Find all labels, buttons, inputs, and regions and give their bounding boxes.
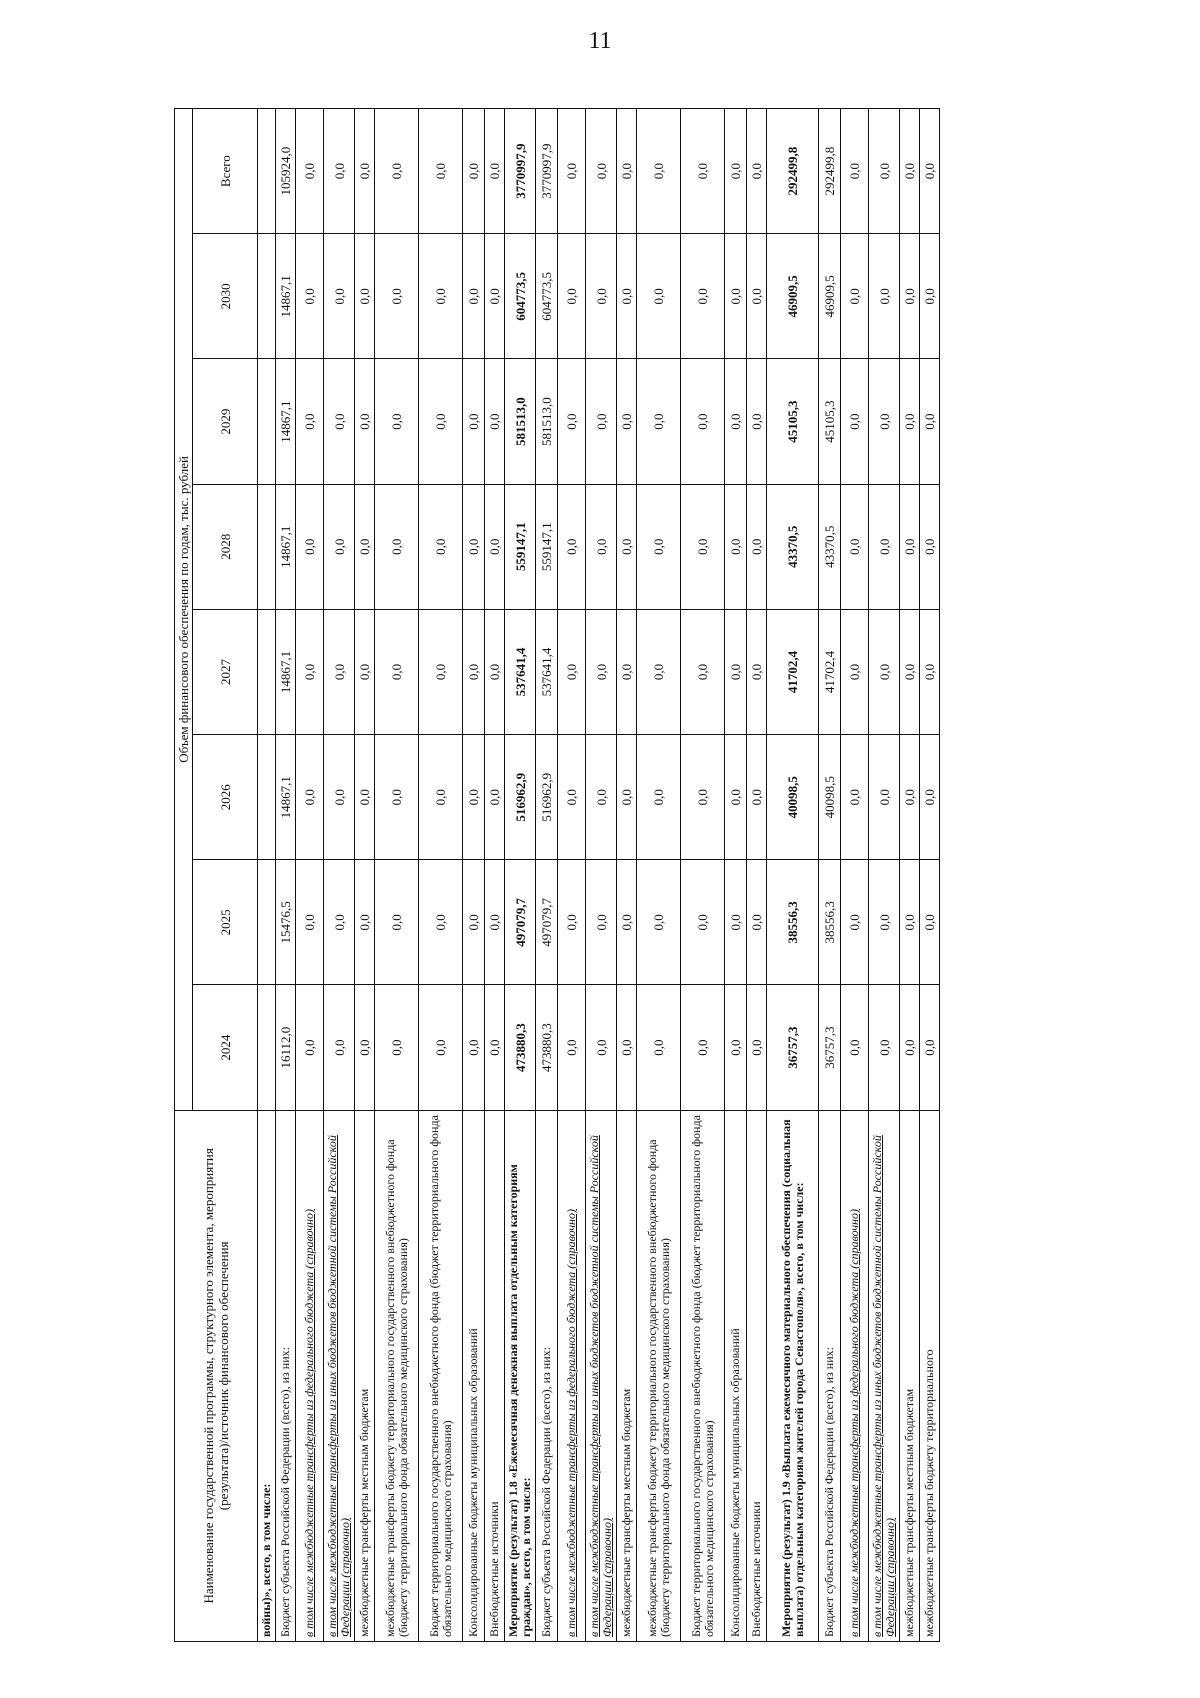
- row-value-cell: 0,0: [586, 985, 617, 1110]
- page-number: 11: [588, 28, 612, 54]
- row-value-cell: 0,0: [725, 234, 747, 359]
- row-value-cell: 0,0: [637, 985, 681, 1110]
- row-name-cell: Бюджет субъекта Российской Федерации (всего), из них:: [276, 1110, 296, 1641]
- row-total-cell: 0,0: [586, 109, 617, 234]
- row-value-cell: [258, 234, 276, 359]
- row-value-cell: 0,0: [841, 359, 869, 484]
- row-value-cell: 604773,5: [536, 234, 558, 359]
- row-value-cell: 0,0: [586, 359, 617, 484]
- row-total-cell: 0,0: [900, 109, 920, 234]
- row-value-cell: 0,0: [725, 985, 747, 1110]
- row-value-cell: 473880,3: [536, 985, 558, 1110]
- row-name-cell: Консолидированные бюджеты муниципальных образований: [463, 1110, 485, 1641]
- row-value-cell: [258, 484, 276, 609]
- row-value-cell: 0,0: [747, 860, 767, 985]
- header-year: 2027: [193, 609, 258, 734]
- row-value-cell: 0,0: [324, 234, 355, 359]
- row-total-cell: 0,0: [637, 109, 681, 234]
- row-name-cell: Внебюджетные источники: [485, 1110, 505, 1641]
- row-value-cell: 0,0: [558, 735, 586, 860]
- row-value-cell: 0,0: [900, 609, 920, 734]
- table-row: [296, 109, 324, 1642]
- row-value-cell: 0,0: [463, 860, 485, 985]
- row-value-cell: 0,0: [637, 735, 681, 860]
- row-total-cell: 3770997,9: [536, 109, 558, 234]
- table-row: [375, 109, 419, 1642]
- row-value-cell: [258, 735, 276, 860]
- row-value-cell: 473880,3: [505, 985, 536, 1110]
- row-value-cell: 0,0: [324, 735, 355, 860]
- row-value-cell: 0,0: [617, 735, 637, 860]
- row-value-cell: 0,0: [419, 609, 463, 734]
- row-value-cell: 38556,3: [767, 860, 819, 985]
- row-value-cell: 0,0: [296, 234, 324, 359]
- header-year: 2024: [193, 985, 258, 1110]
- row-value-cell: 0,0: [419, 985, 463, 1110]
- row-total-cell: 0,0: [617, 109, 637, 234]
- row-value-cell: 0,0: [747, 359, 767, 484]
- row-value-cell: 0,0: [869, 860, 900, 985]
- row-name-cell: межбюджетные трансферты бюджету территориального: [920, 1110, 940, 1641]
- row-total-cell: 292499,8: [767, 109, 819, 234]
- row-value-cell: 0,0: [725, 609, 747, 734]
- table-row: [258, 109, 276, 1642]
- row-value-cell: 0,0: [296, 609, 324, 734]
- row-value-cell: 0,0: [296, 860, 324, 985]
- row-value-cell: 0,0: [558, 609, 586, 734]
- row-value-cell: 0,0: [355, 609, 375, 734]
- row-value-cell: 516962,9: [536, 735, 558, 860]
- table-row: [681, 109, 725, 1642]
- row-value-cell: 0,0: [841, 484, 869, 609]
- row-value-cell: 0,0: [485, 735, 505, 860]
- header-row-group: [175, 109, 193, 1642]
- row-value-cell: 0,0: [586, 609, 617, 734]
- row-value-cell: 0,0: [920, 609, 940, 734]
- header-year: 2029: [193, 359, 258, 484]
- row-total-cell: 0,0: [558, 109, 586, 234]
- row-value-cell: 14867,1: [276, 234, 296, 359]
- row-value-cell: 0,0: [355, 359, 375, 484]
- row-value-cell: 0,0: [841, 609, 869, 734]
- row-value-cell: 41702,4: [819, 609, 841, 734]
- table-row: [747, 109, 767, 1642]
- row-value-cell: 14867,1: [276, 735, 296, 860]
- row-value-cell: 0,0: [725, 484, 747, 609]
- row-value-cell: 0,0: [586, 860, 617, 985]
- row-total-cell: 0,0: [485, 109, 505, 234]
- row-total-cell: 0,0: [747, 109, 767, 234]
- row-value-cell: [258, 359, 276, 484]
- row-value-cell: 0,0: [419, 234, 463, 359]
- row-name-cell: Внебюджетные источники: [747, 1110, 767, 1641]
- row-value-cell: 0,0: [617, 359, 637, 484]
- table-row: [505, 109, 536, 1642]
- header-financing-group: Объем финансового обеспечения по годам, тыс. рублей: [175, 109, 193, 1111]
- financing-table: [174, 108, 940, 1642]
- row-name-cell: Бюджет территориального государственного внебюджетного фонда (бюджет территориального фонда обязательного медицинского страхования): [681, 1110, 725, 1641]
- table-row: [463, 109, 485, 1642]
- row-value-cell: 16112,0: [276, 985, 296, 1110]
- row-value-cell: 0,0: [681, 735, 725, 860]
- row-value-cell: 0,0: [681, 985, 725, 1110]
- row-value-cell: 0,0: [869, 234, 900, 359]
- row-value-cell: 43370,5: [819, 484, 841, 609]
- row-total-cell: 0,0: [463, 109, 485, 234]
- row-value-cell: 0,0: [681, 359, 725, 484]
- table-row: [536, 109, 558, 1642]
- row-total-cell: 0,0: [920, 109, 940, 234]
- row-value-cell: 0,0: [463, 609, 485, 734]
- row-value-cell: 0,0: [463, 484, 485, 609]
- row-value-cell: 0,0: [324, 484, 355, 609]
- row-value-cell: 0,0: [375, 234, 419, 359]
- row-value-cell: 0,0: [681, 860, 725, 985]
- row-value-cell: 0,0: [617, 234, 637, 359]
- row-value-cell: 0,0: [375, 484, 419, 609]
- table-row: [900, 109, 920, 1642]
- row-value-cell: 0,0: [920, 735, 940, 860]
- table-row: [324, 109, 355, 1642]
- row-name-cell: Бюджет территориального государственного внебюджетного фонда (бюджет территориального фонда обязательного медицинского страхования): [419, 1110, 463, 1641]
- row-value-cell: 36757,3: [767, 985, 819, 1110]
- row-name-cell: в том числе межбюджетные трансферты из федерального бюджета (справочно): [841, 1110, 869, 1641]
- row-name-cell: Мероприятие (результат) 1.8 «Ежемесячная денежная выплата отдельным категориям граждан», всего, в том числе:: [505, 1110, 536, 1641]
- row-value-cell: 0,0: [558, 985, 586, 1110]
- row-value-cell: 0,0: [920, 359, 940, 484]
- row-name-cell: в том числе межбюджетные трансферты из федерального бюджета (справочно): [558, 1110, 586, 1641]
- row-value-cell: 0,0: [900, 234, 920, 359]
- row-value-cell: 0,0: [725, 860, 747, 985]
- row-value-cell: 0,0: [485, 359, 505, 484]
- row-value-cell: 0,0: [419, 735, 463, 860]
- row-value-cell: 0,0: [355, 484, 375, 609]
- row-total-cell: 0,0: [419, 109, 463, 234]
- row-name-cell: Бюджет субъекта Российской Федерации (всего), из них:: [819, 1110, 841, 1641]
- row-value-cell: 40098,5: [767, 735, 819, 860]
- row-value-cell: 0,0: [841, 985, 869, 1110]
- header-year: 2030: [193, 234, 258, 359]
- row-value-cell: 0,0: [375, 735, 419, 860]
- row-value-cell: 0,0: [586, 735, 617, 860]
- table-body: [258, 109, 940, 1642]
- table-row: [767, 109, 819, 1642]
- row-value-cell: 0,0: [485, 234, 505, 359]
- row-value-cell: 0,0: [463, 234, 485, 359]
- table-row: [637, 109, 681, 1642]
- row-value-cell: 45105,3: [819, 359, 841, 484]
- row-value-cell: 0,0: [617, 484, 637, 609]
- header-year: 2025: [193, 860, 258, 985]
- table-row: [617, 109, 637, 1642]
- row-value-cell: 46909,5: [767, 234, 819, 359]
- row-total-cell: 0,0: [681, 109, 725, 234]
- row-value-cell: 0,0: [617, 609, 637, 734]
- table-row: [841, 109, 869, 1642]
- row-value-cell: 0,0: [920, 234, 940, 359]
- row-value-cell: 0,0: [375, 359, 419, 484]
- row-value-cell: 0,0: [747, 484, 767, 609]
- row-value-cell: 0,0: [617, 985, 637, 1110]
- row-value-cell: 559147,1: [536, 484, 558, 609]
- row-value-cell: 0,0: [841, 735, 869, 860]
- row-value-cell: 0,0: [869, 484, 900, 609]
- row-value-cell: 0,0: [900, 735, 920, 860]
- row-value-cell: 0,0: [725, 735, 747, 860]
- row-value-cell: 0,0: [485, 985, 505, 1110]
- row-value-cell: 0,0: [920, 860, 940, 985]
- row-value-cell: 0,0: [419, 484, 463, 609]
- row-value-cell: 0,0: [355, 860, 375, 985]
- row-value-cell: 559147,1: [505, 484, 536, 609]
- table-row: [819, 109, 841, 1642]
- row-value-cell: 0,0: [869, 359, 900, 484]
- row-value-cell: 0,0: [463, 985, 485, 1110]
- row-name-cell: в том числе межбюджетные трансферты из федерального бюджета (справочно): [296, 1110, 324, 1641]
- row-value-cell: 497079,7: [505, 860, 536, 985]
- table-row: [869, 109, 900, 1642]
- row-value-cell: 581513,0: [505, 359, 536, 484]
- row-value-cell: 0,0: [419, 860, 463, 985]
- row-total-cell: [258, 109, 276, 234]
- row-name-cell: войны)», всего, в том числе:: [258, 1110, 276, 1641]
- row-value-cell: 0,0: [419, 359, 463, 484]
- row-value-cell: 0,0: [637, 359, 681, 484]
- row-value-cell: 0,0: [869, 735, 900, 860]
- rotated-table-container: [174, 108, 1178, 1642]
- row-total-cell: 0,0: [355, 109, 375, 234]
- row-name-cell: в том числе межбюджетные трансферты из иных бюджетов бюджетной системы Российской Федерации (справочно): [324, 1110, 355, 1641]
- table-row: [485, 109, 505, 1642]
- row-name-cell: в том числе межбюджетные трансферты из иных бюджетов бюджетной системы Российской Федерации (справочно): [586, 1110, 617, 1641]
- row-value-cell: 0,0: [637, 484, 681, 609]
- row-total-cell: 105924,0: [276, 109, 296, 234]
- row-value-cell: 0,0: [900, 985, 920, 1110]
- header-year: 2026: [193, 735, 258, 860]
- row-value-cell: 36757,3: [819, 985, 841, 1110]
- row-value-cell: 14867,1: [276, 359, 296, 484]
- row-total-cell: 0,0: [324, 109, 355, 234]
- row-value-cell: 0,0: [681, 609, 725, 734]
- row-name-cell: межбюджетные трансферты местным бюджетам: [355, 1110, 375, 1641]
- row-value-cell: 0,0: [324, 609, 355, 734]
- row-value-cell: 537641,4: [505, 609, 536, 734]
- row-value-cell: 497079,7: [536, 860, 558, 985]
- row-value-cell: 604773,5: [505, 234, 536, 359]
- row-value-cell: 516962,9: [505, 735, 536, 860]
- row-value-cell: 0,0: [900, 484, 920, 609]
- row-value-cell: 0,0: [296, 484, 324, 609]
- row-name-cell: в том числе межбюджетные трансферты из иных бюджетов бюджетной системы Российской Федерации (справочно): [869, 1110, 900, 1641]
- row-total-cell: 292499,8: [819, 109, 841, 234]
- row-total-cell: 0,0: [375, 109, 419, 234]
- row-name-cell: межбюджетные трансферты бюджету территориального государственного внебюджетного фонда (бюджету территориального фонда обязательного медицинского страхования): [637, 1110, 681, 1641]
- row-value-cell: 0,0: [324, 985, 355, 1110]
- row-value-cell: 0,0: [747, 985, 767, 1110]
- row-total-cell: 0,0: [296, 109, 324, 234]
- row-value-cell: 45105,3: [767, 359, 819, 484]
- row-name-cell: межбюджетные трансферты местным бюджетам: [900, 1110, 920, 1641]
- row-value-cell: 0,0: [485, 609, 505, 734]
- row-name-cell: межбюджетные трансферты бюджету территориального государственного внебюджетного фонда (бюджету территориального фонда обязательного медицинского страхования): [375, 1110, 419, 1641]
- header-total: Всего: [193, 109, 258, 234]
- row-value-cell: 0,0: [463, 735, 485, 860]
- row-value-cell: 0,0: [920, 484, 940, 609]
- row-total-cell: 0,0: [841, 109, 869, 234]
- table-row: [558, 109, 586, 1642]
- row-value-cell: 0,0: [296, 985, 324, 1110]
- rotated-table-frame: [174, 108, 1178, 1642]
- row-value-cell: 14867,1: [276, 609, 296, 734]
- row-value-cell: 0,0: [355, 735, 375, 860]
- table-row: [355, 109, 375, 1642]
- row-value-cell: 0,0: [558, 484, 586, 609]
- row-value-cell: 0,0: [324, 860, 355, 985]
- row-value-cell: 0,0: [375, 860, 419, 985]
- row-value-cell: 15476,5: [276, 860, 296, 985]
- row-value-cell: 0,0: [900, 860, 920, 985]
- row-name-cell: Бюджет субъекта Российской Федерации (всего), из них:: [536, 1110, 558, 1641]
- row-value-cell: 0,0: [485, 860, 505, 985]
- row-value-cell: 0,0: [920, 985, 940, 1110]
- header-name-column: Наименование государственной программы, структурного элемента, мероприятия (результата)/источник финансового обеспечения: [175, 1110, 258, 1641]
- header-year: 2028: [193, 484, 258, 609]
- row-value-cell: 0,0: [869, 609, 900, 734]
- row-value-cell: 0,0: [747, 735, 767, 860]
- row-value-cell: 0,0: [296, 359, 324, 484]
- row-value-cell: 43370,5: [767, 484, 819, 609]
- row-value-cell: 0,0: [296, 735, 324, 860]
- row-value-cell: 0,0: [586, 234, 617, 359]
- row-value-cell: 46909,5: [819, 234, 841, 359]
- row-value-cell: 0,0: [558, 860, 586, 985]
- table-row: [276, 109, 296, 1642]
- row-value-cell: 581513,0: [536, 359, 558, 484]
- row-value-cell: [258, 860, 276, 985]
- row-value-cell: 41702,4: [767, 609, 819, 734]
- row-name-cell: межбюджетные трансферты местным бюджетам: [617, 1110, 637, 1641]
- row-value-cell: 0,0: [463, 359, 485, 484]
- table-row: [725, 109, 747, 1642]
- row-value-cell: 0,0: [485, 484, 505, 609]
- row-value-cell: 0,0: [637, 234, 681, 359]
- row-value-cell: 0,0: [375, 609, 419, 734]
- row-value-cell: 0,0: [725, 359, 747, 484]
- row-value-cell: 0,0: [637, 609, 681, 734]
- table-row: [419, 109, 463, 1642]
- row-value-cell: 14867,1: [276, 484, 296, 609]
- row-value-cell: 0,0: [681, 484, 725, 609]
- table-row: [920, 109, 940, 1642]
- row-value-cell: 0,0: [841, 860, 869, 985]
- row-value-cell: 0,0: [355, 985, 375, 1110]
- table-row: [586, 109, 617, 1642]
- row-total-cell: 0,0: [725, 109, 747, 234]
- row-value-cell: [258, 985, 276, 1110]
- row-value-cell: 0,0: [841, 234, 869, 359]
- row-value-cell: 0,0: [558, 359, 586, 484]
- row-value-cell: 0,0: [324, 359, 355, 484]
- row-value-cell: 0,0: [747, 234, 767, 359]
- row-value-cell: 0,0: [869, 985, 900, 1110]
- row-value-cell: 0,0: [747, 609, 767, 734]
- row-value-cell: 0,0: [637, 860, 681, 985]
- row-value-cell: 0,0: [586, 484, 617, 609]
- row-value-cell: 0,0: [681, 234, 725, 359]
- row-total-cell: 3770997,9: [505, 109, 536, 234]
- row-value-cell: [258, 609, 276, 734]
- row-name-cell: Консолидированные бюджеты муниципальных образований: [725, 1110, 747, 1641]
- row-value-cell: 0,0: [375, 985, 419, 1110]
- row-value-cell: 0,0: [617, 860, 637, 985]
- row-value-cell: 0,0: [900, 359, 920, 484]
- row-name-cell: Мероприятие (результат) 1.9 «Выплата ежемесячного материального обеспечения (социальная выплата) отдельным категориям жителей города Севастополя», всего, в том числе:: [767, 1110, 819, 1641]
- row-value-cell: 0,0: [558, 234, 586, 359]
- row-value-cell: 38556,3: [819, 860, 841, 985]
- row-total-cell: 0,0: [869, 109, 900, 234]
- row-value-cell: 0,0: [355, 234, 375, 359]
- row-value-cell: 40098,5: [819, 735, 841, 860]
- row-value-cell: 537641,4: [536, 609, 558, 734]
